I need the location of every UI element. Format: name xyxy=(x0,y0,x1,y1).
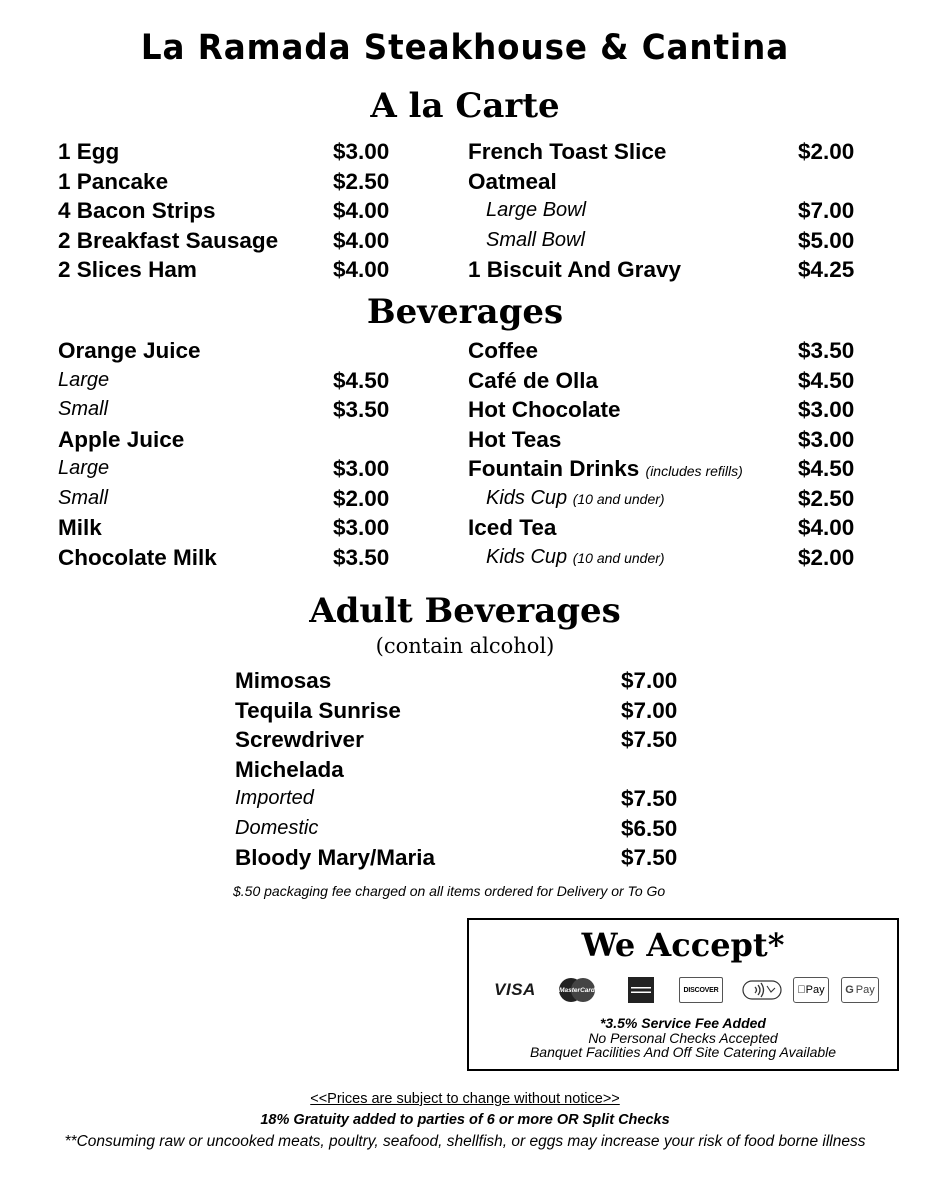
item-price: $7.50 xyxy=(621,786,678,811)
item-name: Tequila Sunrise xyxy=(235,697,401,723)
item-name: Small xyxy=(58,398,109,420)
item-name: Chocolate Milk xyxy=(58,544,217,570)
menu-item xyxy=(58,395,398,425)
menu-item xyxy=(468,336,868,366)
menu-item xyxy=(468,543,868,573)
menu-item xyxy=(468,395,868,425)
item-name: Apple Juice xyxy=(58,426,185,452)
food-safety-warning: **Consuming raw or uncooked meats, poultry, seafood, shellfish, or eggs may increase your risk of food borne illness xyxy=(64,1133,866,1150)
menu-item xyxy=(58,167,398,197)
menu-item xyxy=(235,725,695,755)
google-pay-icon xyxy=(841,977,879,1003)
menu-item xyxy=(468,255,868,285)
item-price: $3.00 xyxy=(798,397,855,422)
item-name: Mimosas xyxy=(235,668,332,693)
item-price: $6.50 xyxy=(621,815,678,841)
menu-item xyxy=(468,226,868,256)
menu-item xyxy=(468,454,868,484)
no-checks-note: No Personal Checks Accepted xyxy=(588,1030,778,1046)
item-name: 1 Egg xyxy=(58,139,120,164)
menu-item xyxy=(468,137,868,167)
menu-item xyxy=(58,196,398,226)
visa-label: VISA xyxy=(494,980,536,999)
item-price: $4.00 xyxy=(333,227,390,253)
amex-shape xyxy=(628,977,654,1003)
item-price: $4.00 xyxy=(333,257,390,282)
item-note: (10 and under) xyxy=(572,549,665,566)
adult-heading: Adult Beverages xyxy=(309,591,621,631)
item-name: Hot Teas xyxy=(468,426,562,452)
item-price: $2.00 xyxy=(333,485,390,511)
alacarte-right-column xyxy=(468,137,868,285)
item-name-text: Kids Cup xyxy=(486,486,568,509)
item-price: $4.50 xyxy=(798,456,855,481)
item-price: $3.00 xyxy=(333,515,390,540)
item-price: $2.50 xyxy=(333,168,390,194)
item-price: $3.00 xyxy=(333,139,390,164)
mastercard-label: MasterCard xyxy=(559,986,595,994)
item-name xyxy=(486,484,665,515)
item-price: $3.00 xyxy=(333,456,390,481)
menu-item xyxy=(235,755,695,785)
prices-notice: <<Prices are subject to change without notice>> xyxy=(310,1091,620,1107)
menu-item xyxy=(468,167,868,197)
item-price: $3.50 xyxy=(798,338,855,363)
item-name: Domestic xyxy=(235,816,319,839)
menu-item xyxy=(468,425,868,455)
menu-item xyxy=(58,543,398,573)
menu-item xyxy=(235,666,695,696)
apple-logo-icon xyxy=(797,984,805,996)
item-note: (includes refills) xyxy=(645,463,743,479)
item-price: $3.50 xyxy=(333,397,390,422)
item-price: $7.00 xyxy=(621,668,678,693)
item-price: $4.50 xyxy=(798,367,855,393)
item-name-text: Fountain Drinks xyxy=(468,456,640,481)
restaurant-title: La Ramada Steakhouse & Cantina xyxy=(140,28,790,68)
item-name: 1 Biscuit And Gravy xyxy=(468,257,681,282)
menu-item xyxy=(468,513,868,543)
item-name: Imported xyxy=(235,787,314,809)
apple-pay-label: Pay xyxy=(801,984,821,996)
item-name: Hot Chocolate xyxy=(468,397,621,422)
item-name xyxy=(486,543,665,574)
item-price: $7.00 xyxy=(798,198,855,223)
item-name: Oatmeal xyxy=(468,168,557,194)
item-price: $4.50 xyxy=(333,367,390,393)
item-name: 2 Slices Ham xyxy=(58,257,197,282)
item-price: $3.00 xyxy=(798,426,855,452)
beverages-left-column xyxy=(58,336,398,572)
item-name: Large Bowl xyxy=(486,199,587,221)
menu-item xyxy=(58,226,398,256)
adult-subtitle: (contain alcohol) xyxy=(375,634,555,658)
menu-item xyxy=(235,814,695,844)
discover-label: DISCOVER xyxy=(683,986,719,994)
menu-item xyxy=(58,484,398,514)
packaging-fee-note: $.50 packaging fee charged on all items ordered for Delivery or To Go xyxy=(233,883,666,899)
item-price: $3.50 xyxy=(333,544,390,570)
item-name xyxy=(468,454,743,487)
discover-icon xyxy=(679,977,723,1003)
gratuity-notice: 18% Gratuity added to parties of 6 or more OR Split Checks xyxy=(260,1112,670,1128)
alacarte-left-column xyxy=(58,137,398,285)
menu-item xyxy=(235,696,695,726)
alacarte-heading: A la Carte xyxy=(370,86,560,126)
item-price: $7.50 xyxy=(621,727,678,752)
banquet-note: Banquet Facilities And Off Site Catering Available xyxy=(529,1044,837,1060)
item-price: $2.50 xyxy=(798,485,855,511)
amex-icon xyxy=(623,977,659,1003)
item-name-text: Kids Cup xyxy=(486,545,568,568)
contactless-shape xyxy=(742,978,782,1002)
menu-item xyxy=(468,484,868,514)
menu-item xyxy=(58,454,398,484)
menu-item xyxy=(58,513,398,543)
menu-item xyxy=(58,425,398,455)
menu-item xyxy=(58,336,398,366)
payment-box xyxy=(467,918,899,1071)
menu-item xyxy=(58,366,398,396)
item-name: Bloody Mary/Maria xyxy=(235,845,436,870)
item-name: Screwdriver xyxy=(235,727,364,752)
apple-pay-icon xyxy=(793,977,829,1003)
service-fee: *3.5% Service Fee Added xyxy=(599,1015,766,1031)
item-name: 2 Breakfast Sausage xyxy=(58,227,279,253)
item-price: $7.50 xyxy=(621,845,678,870)
menu-item xyxy=(468,366,868,396)
item-name: Coffee xyxy=(468,338,539,363)
menu-item xyxy=(58,255,398,285)
item-price: $2.00 xyxy=(798,139,855,164)
menu-item xyxy=(235,843,695,873)
item-name: Iced Tea xyxy=(468,515,557,540)
menu-item xyxy=(468,196,868,226)
visa-icon xyxy=(491,977,539,1003)
menu-item xyxy=(58,137,398,167)
google-g-icon: G xyxy=(845,984,854,996)
item-price: $5.00 xyxy=(798,227,855,253)
item-name: Café de Olla xyxy=(468,367,599,393)
contactless-icon xyxy=(741,977,783,1003)
beverages-right-column xyxy=(468,336,868,572)
item-name: 4 Bacon Strips xyxy=(58,198,216,223)
item-name: 1 Pancake xyxy=(58,168,169,194)
mastercard-icon xyxy=(555,977,599,1003)
item-price: $4.25 xyxy=(798,257,855,282)
menu-item xyxy=(235,784,695,814)
payment-cards xyxy=(489,977,881,1005)
item-name: Milk xyxy=(58,515,102,540)
item-name: Large xyxy=(58,457,110,479)
item-price: $2.00 xyxy=(798,544,855,570)
item-note: (10 and under) xyxy=(572,490,665,507)
google-pay-label: Pay xyxy=(855,984,875,996)
item-name: Small xyxy=(58,486,109,509)
beverages-heading: Beverages xyxy=(366,292,564,332)
item-price: $4.00 xyxy=(333,198,390,223)
adult-column xyxy=(235,666,695,873)
item-name: Michelada xyxy=(235,756,344,782)
item-name: Orange Juice xyxy=(58,338,201,363)
item-price: $7.00 xyxy=(621,697,678,723)
item-name: Small Bowl xyxy=(486,228,585,251)
payment-heading: We Accept* xyxy=(581,926,785,964)
item-name: French Toast Slice xyxy=(468,139,667,164)
item-price: $4.00 xyxy=(798,515,855,540)
item-name: Large xyxy=(58,368,110,391)
